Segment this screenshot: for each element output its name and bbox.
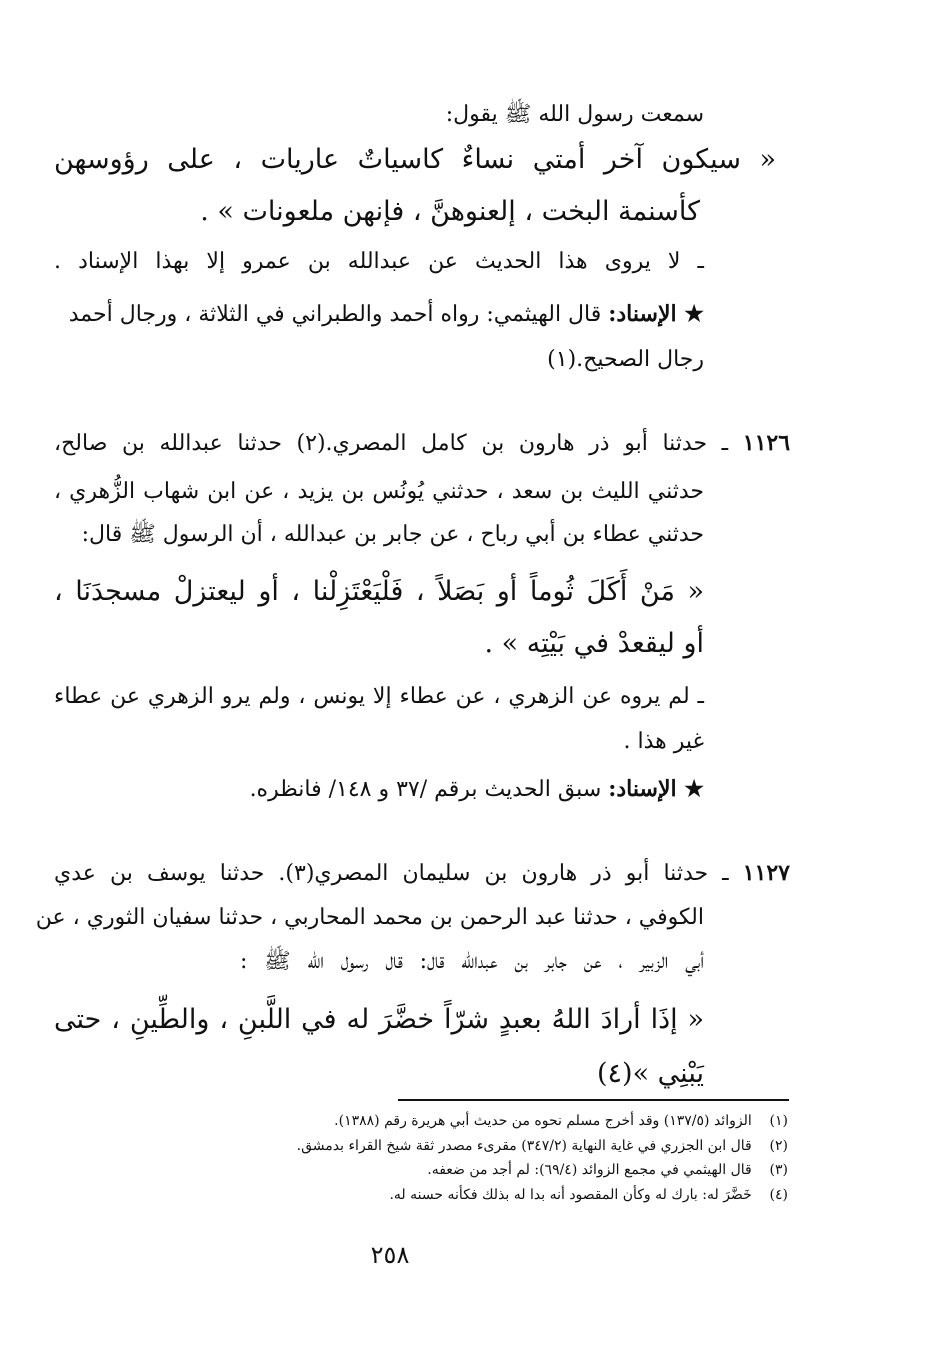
text-line: سمعت رسول الله ﷺ يقول: (445, 102, 704, 127)
text-line: الكوفي ، حدثنا عبد الرحمن بن محمد المحاربي ، حدثنا سفيان الثوري ، عن (35, 905, 704, 930)
footnote-number: (٢) (769, 1138, 788, 1154)
hadith-number: ١١٢٦ (742, 430, 791, 456)
text-line: حدثني الليث بن سعد ، حدثني يُونُس بن يزيد ، عن ابن شهاب الزُّهري ، (54, 479, 704, 504)
text-line: حدثني عطاء بن أبي رباح ، عن جابر بن عبدالله ، أن الرسول ﷺ قال: (81, 522, 704, 547)
isnad-line (54, 303, 704, 326)
hadith-quote-line: أو ليقعدْ في بَيْتِه » . (484, 628, 704, 659)
text-line: غير هذا . (623, 729, 704, 754)
footnote-number: (٤) (769, 1187, 788, 1203)
footnote-number: (١) (769, 1113, 788, 1129)
hadith-quote-line: « سيكون آخر أمتي نساءٌ كاسياتٌ عاريات ، على رؤوسهن (54, 144, 776, 175)
footnote-separator (398, 1099, 789, 1101)
footnote (54, 1188, 788, 1202)
text-line: رجال الصحيح.(١) (547, 347, 704, 372)
hadith-entry-header (54, 432, 790, 455)
isnad-text: سبق الحديث برقم /٣٧ و ١٤٨/ فانظره. (249, 777, 602, 802)
isnad-line (54, 778, 704, 801)
footnote-text: قال ابن الجزري في غاية النهاية (٣٤٧/٢) مقرىء مصدر ثقة شيخ القراء بدمشق. (296, 1138, 752, 1154)
isnad-text: قال الهيثمي: رواه أحمد والطبراني في الثلاثة ، ورجال أحمد (68, 302, 602, 327)
hadith-chain-text: ـ حدثنا أبو ذر هارون بن كامل المصري.(٢) حدثنا عبدالله بن صالح، (54, 431, 729, 456)
hadith-quote-line: « مَنْ أَكَلَ ثُوماً أو بَصَلاً ، فَلْيَعْتَزِلْنا ، أو ليعتزلْ مسجدَنَا ، (54, 576, 704, 607)
footnote-number: (٣) (769, 1162, 788, 1178)
footnote (54, 1163, 788, 1177)
isnad-label: ★ الإسناد: (608, 301, 704, 327)
footnote-text: خَضَّرَ له: بارك له وكأن المقصود أنه بدا له بذلك فكأنه حسنه له. (389, 1187, 752, 1203)
isnad-label: ★ الإسناد: (608, 776, 704, 802)
text-line: ـ لم يروه عن الزهري ، عن عطاء إلا يونس ، ولم يرو الزهري عن عطاء (54, 684, 704, 709)
hadith-chain-text: ـ حدثنا أبو ذر هارون بن سليمان المصري(٣). حدثنا يوسف بن عدي (54, 861, 729, 886)
hadith-quote-line: يَبْنِي »(٤) (596, 1058, 704, 1089)
text-line: ـ لا يروى هذا الحديث عن عبدالله بن عمرو إلا بهذا الإسناد . (54, 249, 704, 274)
hadith-entry-header (54, 862, 790, 885)
footnote-text: الزوائد (١٣٧/٥) وقد أخرج مسلم نحوه من حديث أبي هريرة رقم (١٣٨٨). (334, 1113, 752, 1129)
footnote-text: قال الهيثمي في مجمع الزوائد (٦٩/٤): لم أجد من ضعفه. (427, 1162, 752, 1178)
text-line: أبي الزبير ، عن جابر بن عبدالله قال: قال رسول الله ﷺ : (240, 949, 704, 974)
hadith-quote-line: كأسنمة البخت ، إلعنوهنَّ ، فإنهن ملعونات » . (200, 196, 700, 227)
footnote (54, 1139, 788, 1153)
hadith-number: ١١٢٧ (742, 860, 790, 886)
hadith-quote-line: « إذَا أرادَ اللهُ بعبدٍ شرّاً خضَّرَ له في اللَّبنِ ، والطِّينِ ، حتى (54, 1004, 704, 1035)
footnote (54, 1114, 788, 1128)
page-number: ٢٥٨ (370, 1241, 410, 1269)
